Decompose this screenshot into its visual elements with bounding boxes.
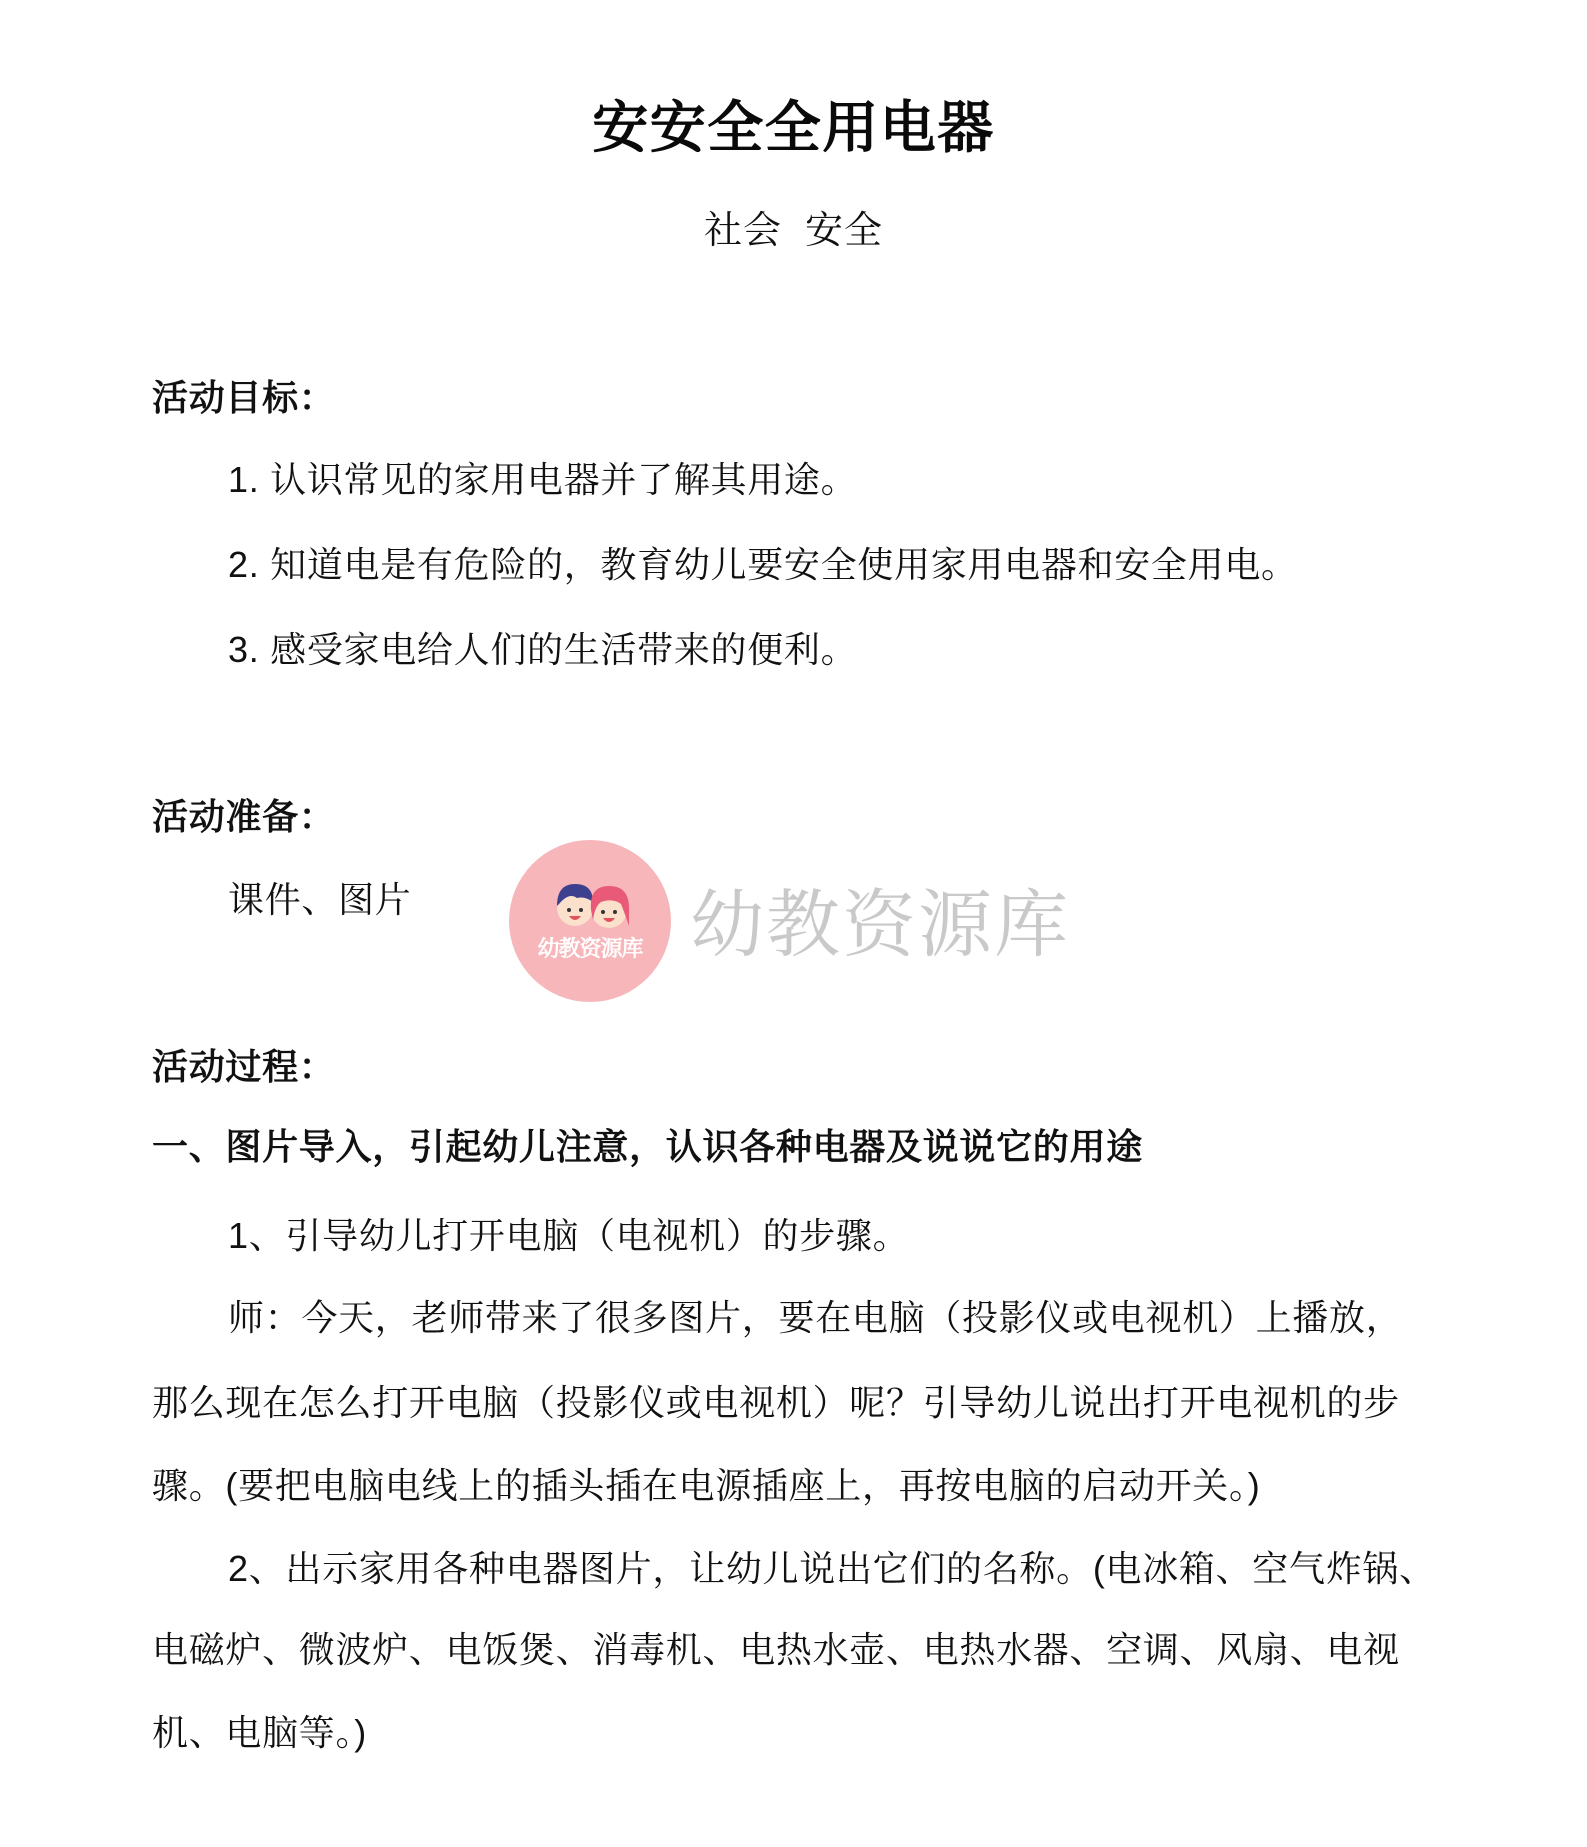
goal-item: 2. 知道电是有危险的，教育幼儿要安全使用家用电器和安全用电。 bbox=[228, 544, 1298, 585]
paragraph-line: 骤。(要把电脑电线上的插头插在电源插座上，再按电脑的启动开关。) bbox=[152, 1465, 1261, 1506]
preparation-content: 课件、图片 bbox=[228, 879, 412, 920]
paragraph-line: 2、出示家用各种电器图片，让幼儿说出它们的名称。(电冰箱、空气炸锅、 bbox=[228, 1548, 1436, 1589]
section-heading: 一、图片导入，引起幼儿注意，认识各种电器及说说它的用途 bbox=[152, 1126, 1143, 1167]
paragraph-line: 那么现在怎么打开电脑（投影仪或电视机）呢？引导幼儿说出打开电视机的步 bbox=[152, 1382, 1400, 1423]
step-1: 1、引导幼儿打开电脑（电视机）的步骤。 bbox=[228, 1215, 910, 1256]
paragraph-line: 师：今天，老师带来了很多图片，要在电脑（投影仪或电视机）上播放， bbox=[228, 1297, 1403, 1338]
document-title: 安安全全用电器 bbox=[592, 96, 995, 159]
paragraph-line: 机、电脑等。) bbox=[152, 1712, 367, 1753]
paragraph-line: 电磁炉、微波炉、电饭煲、消毒机、电热水壶、电热水器、空调、风扇、电视 bbox=[152, 1629, 1400, 1670]
children-faces-icon bbox=[547, 874, 637, 934]
watermark-text: 幼教资源库 bbox=[690, 883, 1070, 966]
goal-item: 3. 感受家电给人们的生活带来的便利。 bbox=[228, 629, 858, 670]
preparation-heading: 活动准备： bbox=[152, 796, 336, 837]
document-subtitle: 社会 安全 bbox=[703, 210, 884, 252]
process-heading: 活动过程： bbox=[152, 1046, 336, 1087]
watermark-logo bbox=[509, 840, 671, 1002]
logo-text: 幼教资源库 bbox=[537, 936, 643, 961]
goal-item: 1. 认识常见的家用电器并了解其用途。 bbox=[228, 459, 858, 500]
goals-heading: 活动目标： bbox=[152, 377, 336, 418]
